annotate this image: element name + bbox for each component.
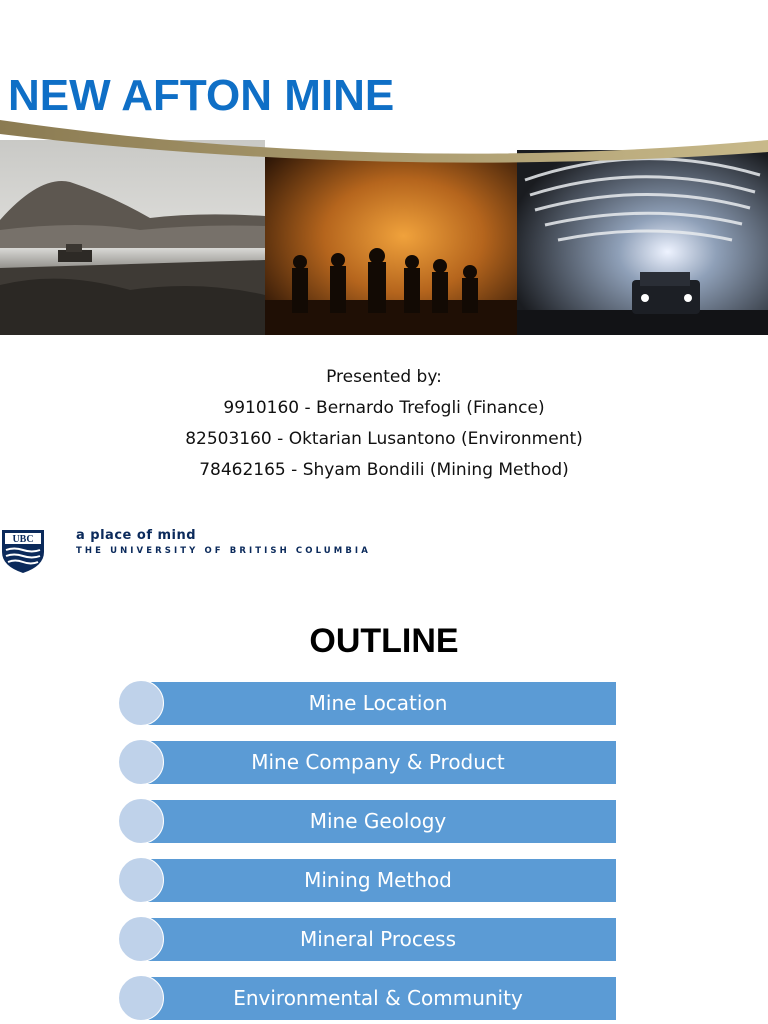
presenter-1: 9910160 - Bernardo Trefogli (Finance) [223,398,545,418]
presenter-2: 82503160 - Oktarian Lusantono (Environment) [185,429,583,449]
ubc-tagline: a place of mind [76,528,197,543]
tunnel-vehicle-photo [517,150,768,335]
landscape-photo [0,140,265,335]
outline-item-mine-location [118,680,618,728]
outline-slide [0,600,768,1024]
outline-label: Mineral Process [299,927,457,951]
miners-tunnel-photo [265,155,517,335]
outline-label: Mining Method [304,868,452,892]
ubc-wordmark [76,528,371,558]
outline-item-environmental-community [118,975,618,1023]
ubc-crest-icon [0,528,46,574]
banner-photo-strip [0,120,768,335]
outline-title: OUTLINE [309,622,459,660]
slide-title: NEW AFTON MINE [8,71,395,120]
presenter-3: 78462165 - Shyam Bondili (Mining Method) [199,460,569,480]
ubc-university-name: THE UNIVERSITY OF BRITISH COLUMBIA [76,546,371,556]
outline-label: Environmental & Community [233,986,523,1010]
outline-label: Mine Company & Product [251,750,505,774]
presented-by-label: Presented by: [326,367,442,387]
presenter-list [0,362,768,486]
outline-item-mine-geology [118,798,618,846]
outline-item-mining-method [118,857,618,905]
outline-label: Mine Geology [309,809,447,833]
outline-item-mineral-process [118,916,618,964]
crest-text: UBC [12,534,34,545]
outline-item-mine-company [118,739,618,787]
outline-label: Mine Location [308,691,448,715]
